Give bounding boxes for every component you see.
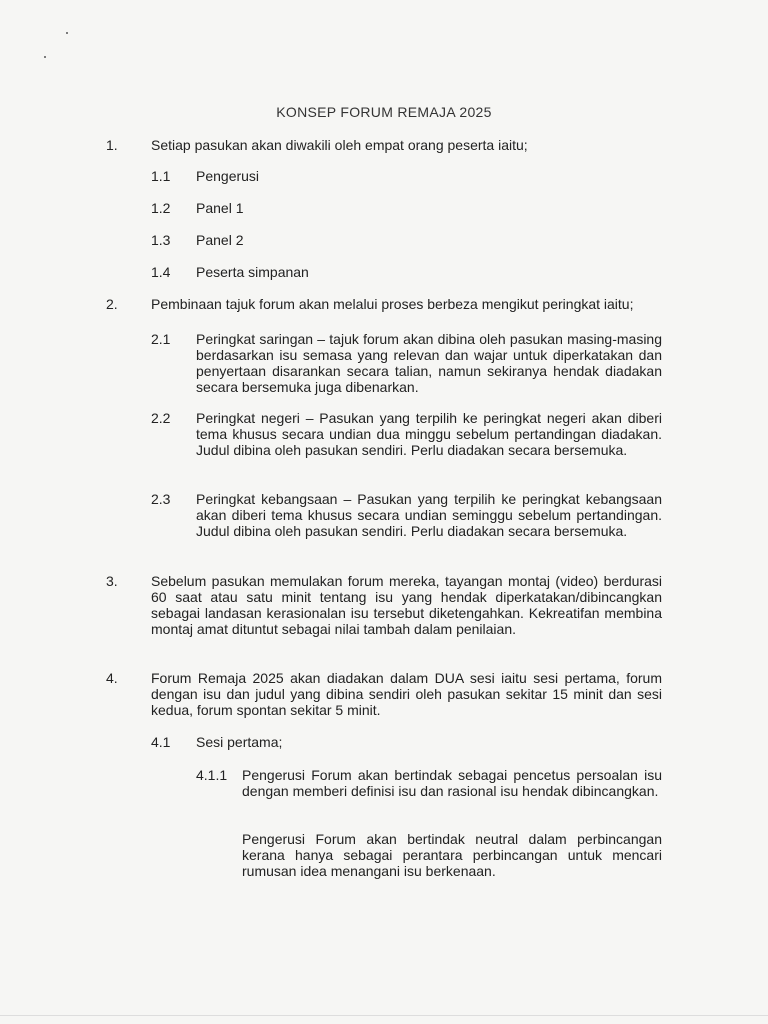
- item-text: Pembinaan tajuk forum akan melalui proses berbeza mengikut peringkat iaitu;: [151, 296, 634, 312]
- item-number: 2.2: [151, 410, 171, 426]
- page-edge: [0, 1015, 768, 1016]
- item-number: 1.2: [151, 200, 171, 216]
- item-number: 4.1.1: [196, 767, 228, 783]
- item-number: 3.: [106, 573, 118, 589]
- item-number: 1.3: [151, 232, 171, 248]
- item-text: Sebelum pasukan memulakan forum mereka, tayangan montaj (video) berdurasi 60 saat atau satu minit tentang isu yang hendak diperkatakan/dibincangkan sebagai landasan kerasionalan isu tersebut diketengahkan. Kekreatifan membina montaj amat dituntut sebagai nilai tambah dalam penilaian.: [151, 573, 662, 637]
- item-text: Peringkat saringan – tajuk forum akan dibina oleh pasukan masing-masing berdasarkan isu semasa yang relevan dan wajar untuk diperkatakan dan penyertaan disarankan secara talian, namun sekiranya hendak diadakan secara bersemuka juga dibenarkan.: [196, 331, 662, 395]
- item-text: Panel 2: [196, 232, 244, 248]
- item-text: Sesi pertama;: [196, 734, 283, 750]
- item-text: Peserta simpanan: [196, 264, 309, 280]
- document-title: KONSEP FORUM REMAJA 2025: [276, 104, 492, 120]
- item-text: Pengerusi: [196, 168, 260, 184]
- item-text: Peringkat negeri – Pasukan yang terpilih ke peringkat negeri akan diberi tema khusus secara undian dua minggu sebelum pertandingan diadakan. Judul dibina oleh pasukan sendiri. Perlu diadakan secara bersemuka.: [196, 410, 662, 458]
- item-text: Pengerusi Forum akan bertindak neutral dalam perbincangan kerana hanya sebagai perantara perbincangan untuk mencari rumusan idea menangani isu berkenaan.: [242, 831, 662, 879]
- item-text: Pengerusi Forum akan bertindak sebagai pencetus persoalan isu dengan memberi definisi isu dan rasional isu hendak dibincangkan.: [242, 767, 662, 799]
- item-number: 2.: [106, 296, 118, 312]
- item-number: 1.4: [151, 264, 171, 280]
- item-number: 4.: [106, 670, 118, 686]
- item-number: 2.3: [151, 491, 171, 507]
- item-text: Peringkat kebangsaan – Pasukan yang terpilih ke peringkat kebangsaan akan diberi tema khusus secara undian seminggu sebelum pertandingan. Judul dibina oleh pasukan sendiri. Perlu diadakan secara bersemuka.: [196, 491, 662, 539]
- item-number: 1.1: [151, 168, 171, 184]
- item-text: Setiap pasukan akan diwakili oleh empat orang peserta iaitu;: [151, 137, 528, 153]
- scan-speck: [44, 56, 46, 58]
- item-number: 1.: [106, 137, 118, 153]
- item-number: 4.1: [151, 734, 171, 750]
- scan-speck: [66, 32, 68, 34]
- item-number: 2.1: [151, 331, 171, 347]
- item-text: Panel 1: [196, 200, 244, 216]
- item-text: Forum Remaja 2025 akan diadakan dalam DUA sesi iaitu sesi pertama, forum dengan isu dan judul yang dibina sendiri oleh pasukan sekitar 15 minit dan sesi kedua, forum spontan sekitar 5 minit.: [151, 670, 662, 718]
